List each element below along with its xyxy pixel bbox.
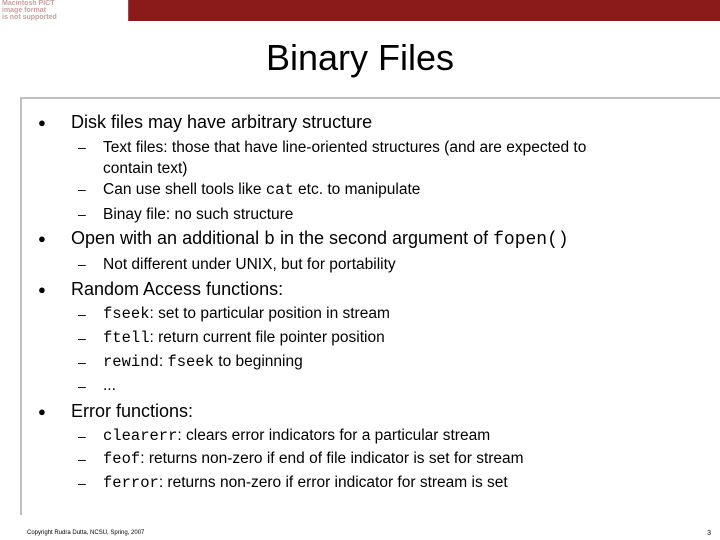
dash-icon: – [78,181,86,197]
bullet-icon: ● [38,404,46,419]
bullet-icon: ● [38,282,46,297]
text-span: Can use shell tools like [103,181,266,198]
code-span: cat [265,181,294,199]
text-span: : clears error indicators for a particular stream [177,427,491,444]
sub-bullet-text [103,327,385,349]
text-span: : return current file pointer position [149,329,385,346]
sub-bullet-line: Text files: those that have line-oriented structures (and are expected to [103,139,587,156]
dash-icon: – [78,378,86,394]
bullet-text: Random Access functions: [71,279,284,299]
bullet-text: Error functions: [71,401,194,421]
dash-icon: – [78,256,86,272]
sub-bullet-text: Not different under UNIX, but for portability [103,256,396,273]
bullet-icon: ● [38,115,46,130]
footer-copyright: Copyright Rudra Dutta, NCSU, Spring, 2007 [27,530,145,536]
code-span: fopen() [493,230,569,250]
sub-bullet-text [103,179,420,201]
code-span: fseek [103,305,150,323]
logo-line-3: is not supported [2,14,57,21]
text-span: Open with an additional [71,228,265,248]
bullet-text: Disk files may have arbitrary structure [71,112,373,132]
text-span: : returns non-zero if end of file indicator is set for stream [140,450,524,467]
dash-icon: – [78,354,86,370]
logo-line-2: image format [2,7,46,14]
code-span: b [264,230,275,250]
slide-title: Binary Files [265,37,455,78]
text-span: etc. to manipulate [293,181,421,198]
text-span: : set to particular position in stream [149,305,390,322]
sub-bullet-text [103,137,586,179]
code-span: feof [103,450,141,468]
text-span: in the second argument of [274,228,494,248]
sub-bullet-text [103,303,390,325]
dash-icon: – [78,139,86,155]
text-span: : returns non-zero if error indicator for stream is set [158,474,508,491]
sub-bullet-text: ... [103,377,116,394]
sub-bullet-text [103,425,490,447]
horizontal-rule [20,97,720,99]
dash-icon: – [78,306,86,322]
dash-icon: – [78,330,86,346]
dash-icon: – [78,475,86,491]
code-span: ftell [103,329,150,347]
code-span: clearerr [103,427,178,445]
bullet-text [71,228,569,250]
vertical-rule [20,97,22,515]
page-number: 3 [707,530,711,537]
code-span: rewind [103,353,159,371]
bullet-icon: ● [38,231,46,246]
code-span: fseek [167,353,214,371]
sub-bullet-text [103,351,303,373]
dash-icon: – [78,206,86,222]
sub-bullet-line: contain text) [103,160,188,177]
text-span: to beginning [213,353,303,370]
sub-bullet-text [103,472,508,494]
code-span: ferror [103,474,159,492]
text-span: : [158,353,168,370]
dash-icon: – [78,428,86,444]
dash-icon: – [78,451,86,467]
logo-placeholder [0,0,129,21]
sub-bullet-text: Binay file: no such structure [103,206,294,223]
sub-bullet-text [103,448,524,470]
logo-line-1: Macintosh PICT [2,0,55,7]
